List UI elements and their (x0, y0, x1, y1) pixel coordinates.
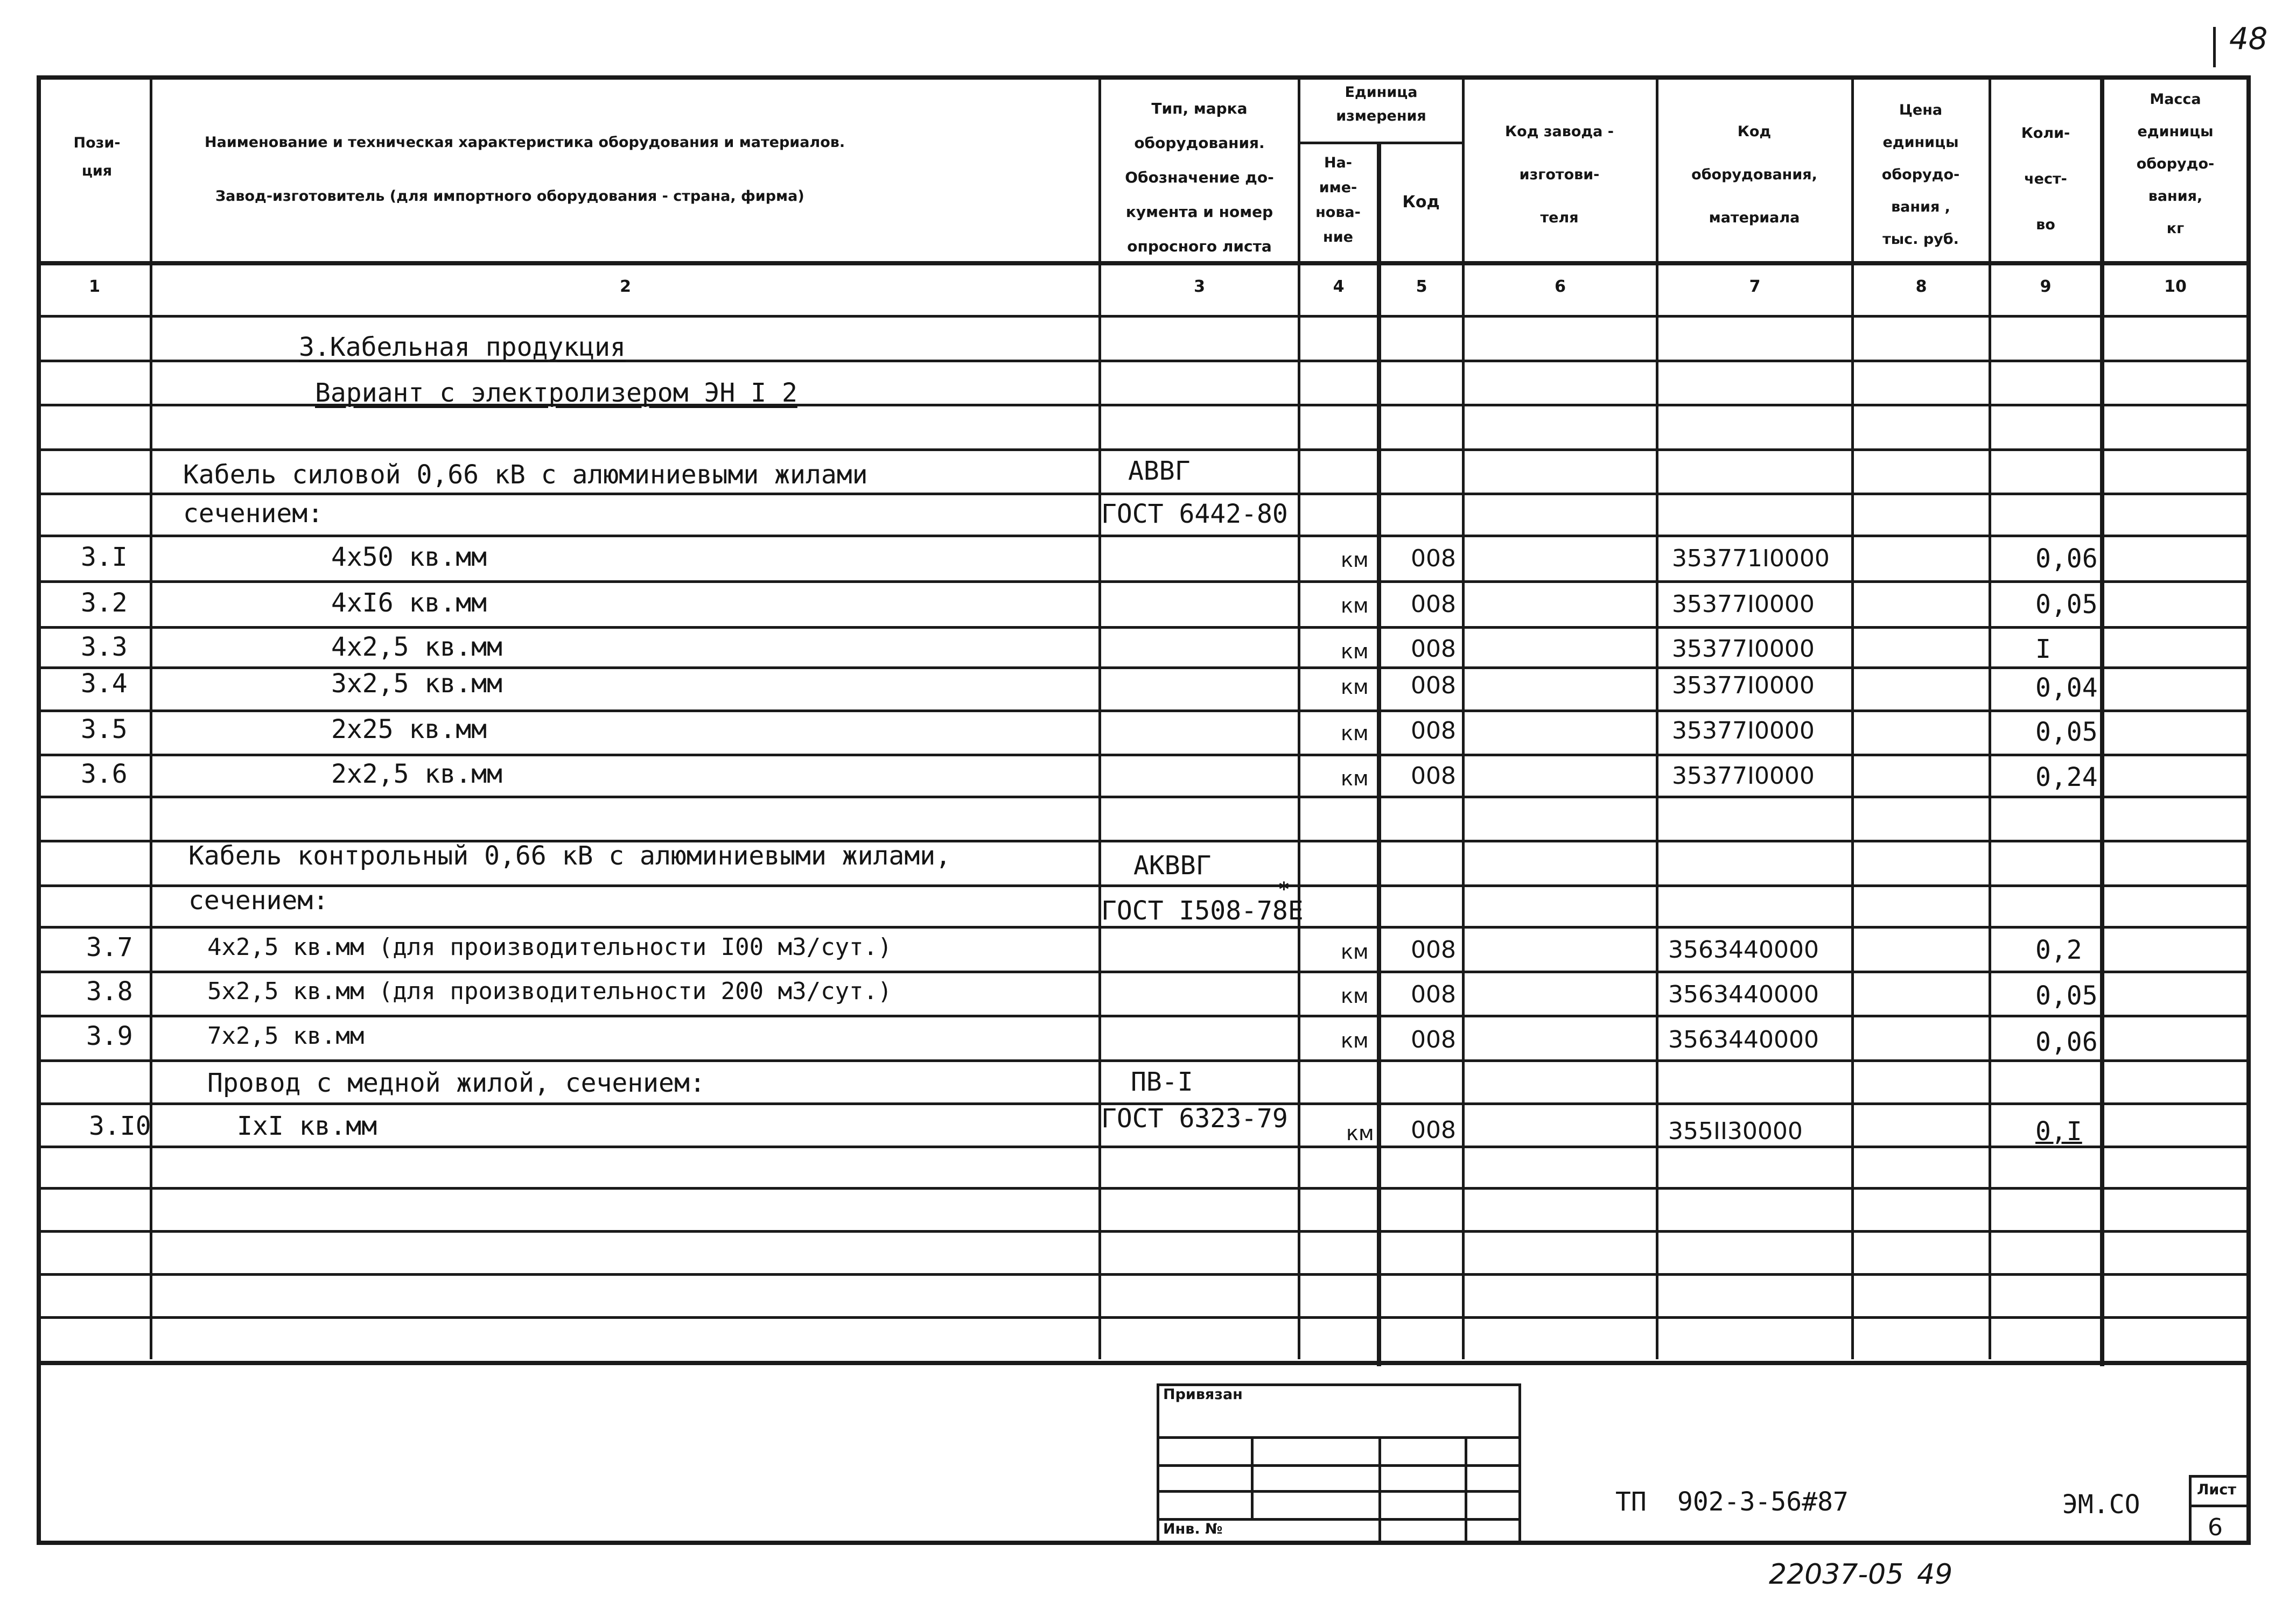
section-title: 3.Кабельная продукция (299, 332, 626, 362)
wire-type: ПВ-I (1131, 1067, 1193, 1097)
page-number-hand: 48 (2229, 22, 2268, 57)
stamp-inner (1465, 1436, 1467, 1543)
control-cable-title: Кабель контрольный 0,66 кВ с алюминиевыми жилами, (188, 841, 951, 871)
sheet-box-left (2189, 1475, 2192, 1543)
row-equipment-code: 355II30000 (1668, 1118, 1803, 1145)
row-equipment-code: 35377I0000 (1672, 635, 1815, 663)
power-cable-type: АВВГ (1128, 456, 1191, 486)
header-unit-name: На- име- нова- ние (1315, 154, 1361, 245)
sheet-value: 6 (2208, 1514, 2223, 1541)
row-name: 4х2,5 кв.мм (331, 632, 502, 662)
row-line (37, 1230, 2251, 1233)
row-equipment-code: 3563440000 (1668, 936, 1819, 964)
row-name: 5х2,5 кв.мм (для производительности 200 м3/сут.) (207, 978, 892, 1005)
row-code: 008 (1411, 545, 1456, 572)
wire-title: Провод с медной жилой, сечением: (207, 1068, 705, 1098)
row-qty: 0,06 (2035, 1027, 2098, 1057)
row-code: 008 (1411, 672, 1456, 699)
colnum-7: 7 (1749, 277, 1761, 296)
row-qty: 0,24 (2035, 762, 2098, 792)
row-unit: км (1341, 548, 1369, 572)
row-unit: км (1341, 1029, 1369, 1052)
row-unit: км (1341, 984, 1369, 1008)
row-qty: 0,05 (2035, 717, 2098, 747)
row-unit: км (1341, 640, 1369, 663)
column-numbers-line (37, 315, 2251, 318)
sheet-label: Лист (2197, 1481, 2236, 1498)
row-equipment-code: 35377I0000 (1672, 717, 1815, 744)
row-qty: 0,I (2035, 1116, 2082, 1147)
row-line (37, 535, 2251, 537)
row-line (37, 884, 2251, 887)
row-pos: 3.I0 (89, 1111, 151, 1141)
row-line (37, 493, 2251, 495)
row-code: 008 (1411, 1026, 1456, 1053)
row-pos: 3.8 (86, 976, 133, 1007)
page-number-mark (2213, 27, 2216, 67)
colnum-4: 4 (1333, 277, 1345, 296)
header-mass: Масса единицы оборудо- вания, кг (2136, 91, 2215, 237)
row-unit: км (1341, 767, 1369, 790)
colnum-8: 8 (1915, 277, 1927, 296)
colnum-6: 6 (1555, 277, 1566, 296)
row-equipment-code: 35377I0000 (1672, 672, 1815, 699)
row-line (37, 971, 2251, 973)
row-pos: 3.5 (81, 714, 128, 744)
control-cable-type: АКВВГ (1133, 851, 1212, 881)
row-pos: 3.4 (81, 669, 128, 699)
sheet-box-mid (2189, 1505, 2249, 1507)
gost-star: * (1279, 879, 1289, 901)
col-line-8 (1989, 75, 1991, 1359)
row-code: 008 (1411, 717, 1456, 744)
control-cable-gost: ГОСТ I508-78Е (1101, 896, 1304, 926)
row-line (37, 709, 2251, 712)
row-code: 008 (1411, 1116, 1456, 1144)
power-cable-gost: ГОСТ 6442-80 (1101, 499, 1288, 529)
colnum-9: 9 (2040, 277, 2052, 296)
row-name: 4хI6 кв.мм (331, 588, 487, 618)
doc-prefix: ТП (1615, 1487, 1647, 1517)
power-cable-sub: сечением: (183, 498, 324, 529)
row-equipment-code: 3563440000 (1668, 1026, 1819, 1053)
row-line (37, 448, 2251, 451)
variant-title: Вариант с электролизером ЭН I 2 (315, 378, 797, 408)
table-bottom-line (37, 1361, 2251, 1365)
col-line-6 (1656, 75, 1658, 1359)
archive-page-hand: 49 (1917, 1558, 1953, 1591)
row-name: 3х2,5 кв.мм (331, 669, 502, 699)
row-line (37, 1146, 2251, 1148)
control-cable-sub: сечением: (188, 886, 329, 916)
row-qty: 0,2 (2035, 935, 2082, 965)
row-pos: 3.6 (81, 759, 128, 789)
inv-no-label: Инв. № (1163, 1521, 1223, 1537)
row-line (37, 580, 2251, 583)
row-name: 7х2,5 кв.мм (207, 1022, 365, 1050)
row-unit: км (1346, 1121, 1374, 1145)
row-name: IхI кв.мм (237, 1111, 377, 1141)
header-top-line (37, 75, 2251, 80)
row-pos: 3.I (81, 542, 128, 572)
col-line-5 (1462, 75, 1465, 1359)
sheet-box-top (2189, 1475, 2249, 1478)
footer-bottom-line (37, 1541, 2251, 1545)
row-unit: км (1341, 721, 1369, 745)
row-qty: 0,06 (2035, 544, 2098, 574)
col-line-1 (150, 75, 152, 1359)
row-pos: 3.2 (81, 588, 128, 618)
row-name: 2х2,5 кв.мм (331, 759, 502, 789)
stamp-inner (1378, 1436, 1381, 1543)
header-quantity: Коли- чест- во (2021, 125, 2070, 233)
col-line-9 (2100, 75, 2104, 1366)
colnum-2: 2 (620, 277, 631, 296)
archive-number-hand: 22037-05 (1769, 1558, 1904, 1591)
row-name: 4х50 кв.мм (331, 542, 487, 572)
colnum-3: 3 (1194, 277, 1205, 296)
row-code: 008 (1411, 635, 1456, 663)
row-line (37, 796, 2251, 798)
header-maker-code: Код завода - изготови- теля (1505, 123, 1614, 226)
header-type: Тип, марка оборудования. Обозначение до- кумента и номер опросного листа (1125, 100, 1274, 255)
header-equipment-code: Код оборудования, материала (1691, 123, 1817, 226)
row-unit: км (1341, 940, 1369, 964)
row-line (37, 754, 2251, 756)
header-unit-code: Код (1402, 193, 1440, 212)
row-code: 008 (1411, 591, 1456, 618)
doc-code: ЭМ.СО (2062, 1489, 2140, 1520)
row-line (37, 1273, 2251, 1276)
privyazan-label: Привязан (1163, 1386, 1243, 1403)
row-line (37, 1059, 2251, 1062)
header-name: Наименование и техническая характеристика оборудования и материалов. Завод-изготовитель (для импортного оборудования - страна, фирма) (205, 134, 845, 205)
row-equipment-code: 35377I0000 (1672, 762, 1815, 790)
header-price: Цена единицы оборудо- вания , тыс. руб. (1881, 102, 1960, 248)
col-line-3 (1298, 75, 1300, 1359)
row-code: 008 (1411, 762, 1456, 790)
row-line (37, 1187, 2251, 1190)
stamp-inner (1251, 1436, 1254, 1518)
row-line (37, 1015, 2251, 1017)
power-cable-title: Кабель силовой 0,66 кВ с алюминиевыми жилами (183, 460, 868, 490)
row-qty: 0,05 (2035, 589, 2098, 620)
row-qty: 0,04 (2035, 673, 2098, 703)
wire-gost: ГОСТ 6323-79 (1101, 1104, 1288, 1134)
row-unit: км (1341, 675, 1369, 699)
row-equipment-code: 3563440000 (1668, 981, 1819, 1008)
doc-number: 902-3-56#87 (1677, 1487, 1849, 1517)
row-pos: 3.7 (86, 932, 133, 962)
row-unit: км (1341, 594, 1369, 617)
col-line-7 (1851, 75, 1854, 1359)
colnum-1: 1 (89, 277, 100, 296)
row-qty: I (2035, 634, 2051, 664)
row-pos: 3.3 (81, 632, 128, 662)
col-line-2 (1098, 75, 1101, 1359)
row-line (37, 1316, 2251, 1319)
colnum-5: 5 (1416, 277, 1427, 296)
row-code: 008 (1411, 936, 1456, 964)
row-code: 008 (1411, 981, 1456, 1008)
row-line (37, 626, 2251, 629)
row-name: 4х2,5 кв.мм (для производительности I00 м3/сут.) (207, 933, 892, 961)
colnum-10: 10 (2164, 277, 2187, 296)
header-pos: Пози- ция (73, 135, 121, 179)
header-unit-group: Единица измерения (1336, 84, 1426, 124)
row-name: 2х25 кв.мм (331, 714, 487, 744)
row-equipment-code: 353771I0000 (1672, 545, 1830, 572)
row-equipment-code: 35377I0000 (1672, 591, 1815, 618)
right-border (2246, 75, 2251, 1545)
row-qty: 0,05 (2035, 981, 2098, 1011)
row-pos: 3.9 (86, 1021, 133, 1051)
